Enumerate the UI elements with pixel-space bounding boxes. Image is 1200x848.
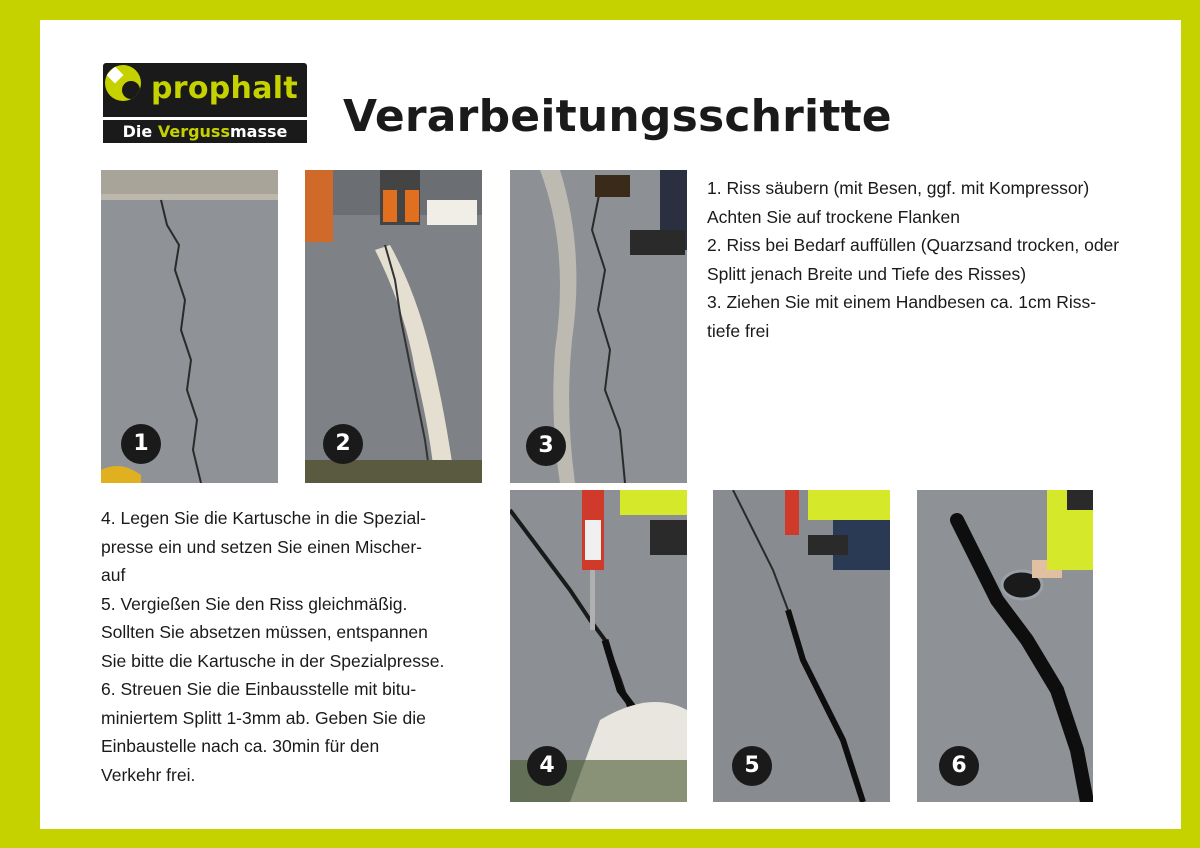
step-line: Sollten Sie absetzen müssen, entspannen (101, 622, 428, 642)
step-badge-2: 2 (323, 424, 363, 464)
step-badge-4: 4 (527, 746, 567, 786)
step-line: 6. Streuen Sie die Einbausstelle mit bitu- (101, 679, 417, 699)
step-badge-3: 3 (526, 426, 566, 466)
logo-top-bar (103, 63, 307, 117)
step-line: miniertem Splitt 1-3mm ab. Geben Sie die (101, 707, 426, 728)
logo-tagline-accent: Verguss (157, 122, 230, 141)
photo-step-6 (917, 490, 1093, 802)
step-line: Achten Sie auf trockene Flanken (707, 206, 960, 227)
photo-step-4 (510, 490, 687, 802)
logo-tagline-prefix: Die (122, 122, 158, 141)
step-line: Sie bitte die Kartusche in der Spezialpresse. (101, 650, 445, 671)
photo-step-2 (305, 170, 482, 483)
step-badge-5: 5 (732, 746, 772, 786)
prophalt-logo (103, 63, 307, 143)
step-line: Splitt jenach Breite und Tiefe des Risses) (707, 263, 1027, 284)
logo-tagline-suffix: masse (229, 122, 288, 141)
step-line: 3. Ziehen Sie mit einem Handbesen ca. 1cm Riss- (707, 292, 1097, 312)
page-title: Verarbeitungsschritte (343, 91, 892, 142)
logo-brand-name: prophalt (151, 71, 298, 106)
logo-tagline (103, 120, 307, 143)
step-line: 1. Riss säubern (mit Besen, ggf. mit Kompressor) (707, 178, 1090, 198)
steps-1-3-text (707, 174, 1177, 345)
photo-step-1 (101, 170, 278, 483)
step-line: 4. Legen Sie die Kartusche in die Spezial- (101, 508, 426, 528)
step-line: 5. Vergießen Sie den Riss gleichmäßig. (101, 593, 408, 614)
photo-step-3 (510, 170, 687, 483)
step-line: presse ein und setzen Sie einen Mischer- (101, 536, 423, 557)
step-line: auf (101, 565, 126, 585)
logo-mark-icon (105, 65, 141, 101)
step-badge-6: 6 (939, 746, 979, 786)
step-line: 2. Riss bei Bedarf auffüllen (Quarzsand trocken, oder (707, 235, 1120, 255)
step-badge-1: 1 (121, 424, 161, 464)
steps-4-6-text (101, 504, 496, 789)
step-line: Einbaustelle nach ca. 30min für den (101, 736, 380, 756)
step-line: Verkehr frei. (101, 764, 196, 785)
photo-step-5 (713, 490, 890, 802)
step-line: tiefe frei (707, 320, 770, 341)
